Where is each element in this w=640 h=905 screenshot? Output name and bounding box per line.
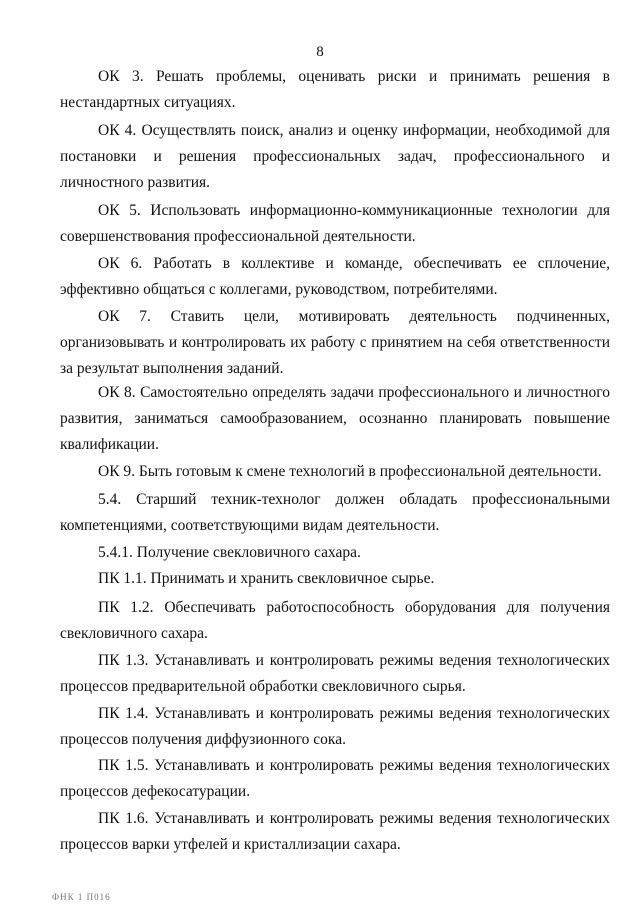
paragraph-ok6: ОК 6. Работать в коллективе и команде, обеспечивать ее сплочение, эффективно общаться с коллегами, руководством, потребителями.: [60, 255, 610, 298]
paragraph-pk1-4: ПК 1.4. Устанавливать и контролировать режимы ведения технологических процессов получения диффузионного сока.: [60, 705, 610, 748]
paragraph-5-4-1: 5.4.1. Получение свекловичного сахара.: [98, 544, 361, 561]
paragraph-ok9: ОК 9. Быть готовым к смене технологий в профессиональной деятельности.: [98, 463, 602, 480]
page-number: 8: [316, 44, 324, 60]
paragraph-pk1-1: ПК 1.1. Принимать и хранить свекловичное сырье.: [98, 570, 435, 587]
paragraph-ok7: ОК 7. Ставить цели, мотивировать деятельность подчиненных, организовывать и контролировать их работу с принятием на себя ответственности за результат выполнения заданий.: [60, 308, 610, 377]
paragraph-5-4: 5.4. Старший техник-технолог должен обладать профессиональными компетенциями, соответствующими видам деятельности.: [60, 491, 610, 534]
paragraph-pk1-6: ПК 1.6. Устанавливать и контролировать режимы ведения технологических процессов варки утфелей и кристаллизации сахара.: [60, 810, 610, 853]
paragraph-pk1-2: ПК 1.2. Обеспечивать работоспособность оборудования для получения свекловичного сахара.: [60, 599, 610, 642]
paragraph-ok4: ОК 4. Осуществлять поиск, анализ и оценку информации, необходимой для постановки и решения профессиональных задач, профессионального и личностного развития.: [60, 122, 610, 191]
paragraph-pk1-5: ПК 1.5. Устанавливать и контролировать режимы ведения технологических процессов дефекосатурации.: [60, 757, 610, 800]
paragraph-ok3: ОК 3. Решать проблемы, оценивать риски и принимать решения в нестандартных ситуациях.: [60, 68, 610, 111]
footer-mark: ФНК 1 П016: [52, 892, 111, 902]
paragraph-pk1-3: ПК 1.3. Устанавливать и контролировать режимы ведения технологических процессов предварительной обработки свекловичного сырья.: [60, 652, 610, 695]
paragraph-ok5: ОК 5. Использовать информационно-коммуникационные технологии для совершенствования профессиональной деятельности.: [60, 202, 610, 245]
paragraph-ok8: ОК 8. Самостоятельно определять задачи профессионального и личностного развития, заниматься самообразованием, осознанно планировать повышение квалификации.: [60, 384, 610, 453]
